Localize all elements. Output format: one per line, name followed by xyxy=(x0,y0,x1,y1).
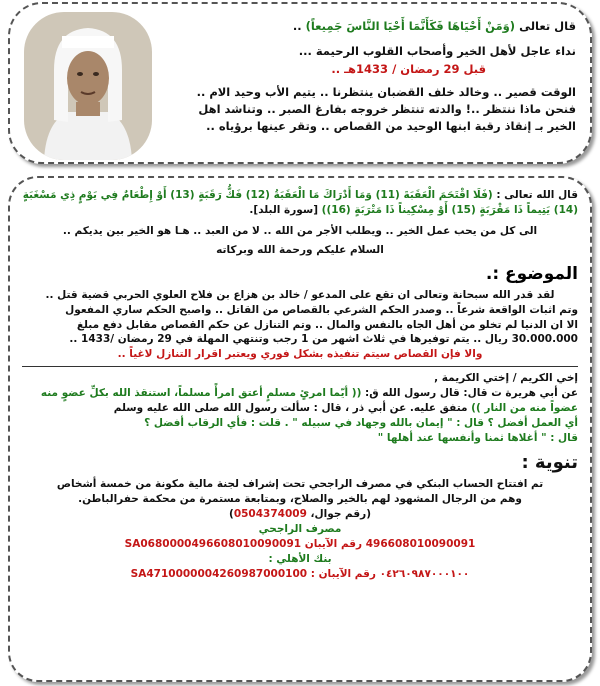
mobile-number: 0504374009 xyxy=(233,508,307,521)
mobile-line: (رقم جوال، 0504374009) xyxy=(229,508,371,521)
top-line-2: فنحن ماذا ننتظر ..! والدته تنتظر خروجه بفارغ الصبر .. وتناشد اهل xyxy=(198,102,576,116)
notice-line-2: وهم من الرجال المشهود لهم بالخير والصلاح، وبمتابعة مستمرة من محكمة حفرالباطن. xyxy=(78,493,522,506)
greeting: السلام عليكم ورحمة الله وبركاته xyxy=(216,243,384,256)
subject-line-3: الا ان الدنيا لم تخلو من أهل الجاه بالنفس والمال .. وتم التنازل عن حكم القصاص مقابل دفع مبلغ xyxy=(76,318,578,331)
divider xyxy=(22,366,578,367)
header-card xyxy=(8,2,592,164)
deadline: قبل 29 رمضان / 1433هـ .. xyxy=(331,61,486,76)
bank-1-account: 496608010090091 رقم الآيبان SA0680000496608010090091 xyxy=(124,537,476,550)
bank-2-account: ٠٤٢٦٠٩٨٧٠٠٠١٠٠ رقم الآيبان : SA4710000004260987000100 xyxy=(130,567,470,580)
main-card xyxy=(8,176,592,682)
amount-line: 30.000.000 ريال .. يتم توفيرها في ثلاث اشهر من 1 رجب وتنتهي المهلة في 29 رمضان /1433 .. xyxy=(69,333,578,346)
quran-verse: (فَلَا اقْتَحَمَ الْعَقَبَةَ (11) وَمَا أَدْرَاكَ مَا الْعَقَبَةُ (12) فَكُّ رَقَبَةٍ (13) أَوْ إِطْعَامٌ فِي يَوْمٍ ذِي مَسْغَبَةٍ (14) يَتِيماً ذَا مَقْرَبَةٍ (15) أَوْ مِسْكِيناً ذَا مَتْرَبَةٍ (16)) xyxy=(22,189,578,216)
main-text xyxy=(22,188,578,582)
notice-heading: تنوية : xyxy=(521,451,578,473)
hadith-3: قال : " أغلاها ثمنا وأنفسها عند أهلها " xyxy=(377,431,578,444)
hadith-2: أي العمل أفضل ؟ قال : " إيمان بالله وجهاد في سبيله " . قلت : فأي الرقاب أفضل ؟ xyxy=(144,417,578,429)
appeal: الى كل من يحب عمل الخير .. ويطلب الأجر من الله .. لا من العبد .. هـا هو الخير بين يديكم .. xyxy=(62,224,538,237)
hadith-1: عن أبي هريرة ت قال: قال رسول الله ق: (( أيّما امرئٍ مسلمٍ أعتق امرأً مسلماً، استنقذ الله بكلِّ عضوٍ منه عضواً منه من النار )) متفق عليه. عن أبي ذر ، قال : سألت رسول الله صلى الله عليه وسلم xyxy=(40,387,578,415)
subject-line-1: لقد قدر الله سبحانة وتعالى ان تقع على المدعو / خالد بن هزاع بن فلاح العلوي الحربي قضية قتل .. xyxy=(45,288,555,301)
dear-reader: إخي الكريم / إختي الكريمة , xyxy=(434,372,578,385)
subject-line-2: وتم اثبات الواقعة شرعاً .. وصدر الحكم الشرعي بالقصاص من القاتل .. واصبح الحكم ساري المفعول xyxy=(65,303,578,316)
urgent-call: نداء عاجل لأهل الخير وأصحاب القلوب الرحيمة ... xyxy=(298,44,576,59)
profile-photo xyxy=(24,12,152,160)
subject-heading: الموضوع :. xyxy=(485,263,578,284)
warning: والا فإن القصاص سيتم تنفيذه بشكل فوري ويعتبر اقرار التنازل لاغياً .. xyxy=(117,348,483,361)
top-line-1: الوقت قصير .. وخالد خلف القضبان ينتظرنا .. يتيم الأب وحيد الام .. xyxy=(196,84,576,99)
header-text xyxy=(146,18,576,136)
quran-paragraph: قال الله تعالى : (فَلَا اقْتَحَمَ الْعَقَبَةَ (11) وَمَا أَدْرَاكَ مَا الْعَقَبَةُ (12) فَكُّ رَقَبَةٍ (13) أَوْ إِطْعَامٌ فِي يَوْمٍ ذِي مَسْغَبَةٍ (14) يَتِيماً ذَا مَقْرَبَةٍ (15) أَوْ مِسْكِيناً ذَا مَتْرَبَةٍ (16)) [سورة البلد]. xyxy=(22,189,578,216)
verse-line: قال تعالى (وَمَنْ أَحْيَاهَا فَكَأَنَّمَا أَحْيَا النَّاسَ جَمِيعاً) .. xyxy=(292,19,576,33)
bank-1-name: مصرف الراجحي xyxy=(258,523,342,536)
notice-line-1: تم افتتاح الحساب البنكي في مصرف الراجحي تحت إشراف لجنة مالية مكونة من خمسة أشخاص xyxy=(56,478,544,491)
bank-2-name: بنك الأهلي : xyxy=(268,552,332,565)
top-line-3: الخير بـ إنقاذ رقبة ابنها الوحيد من القصاص .. وتقر عينها برؤياه .. xyxy=(206,119,576,134)
verse: (وَمَنْ أَحْيَاهَا فَكَأَنَّمَا أَحْيَا النَّاسَ جَمِيعاً) xyxy=(305,19,516,33)
